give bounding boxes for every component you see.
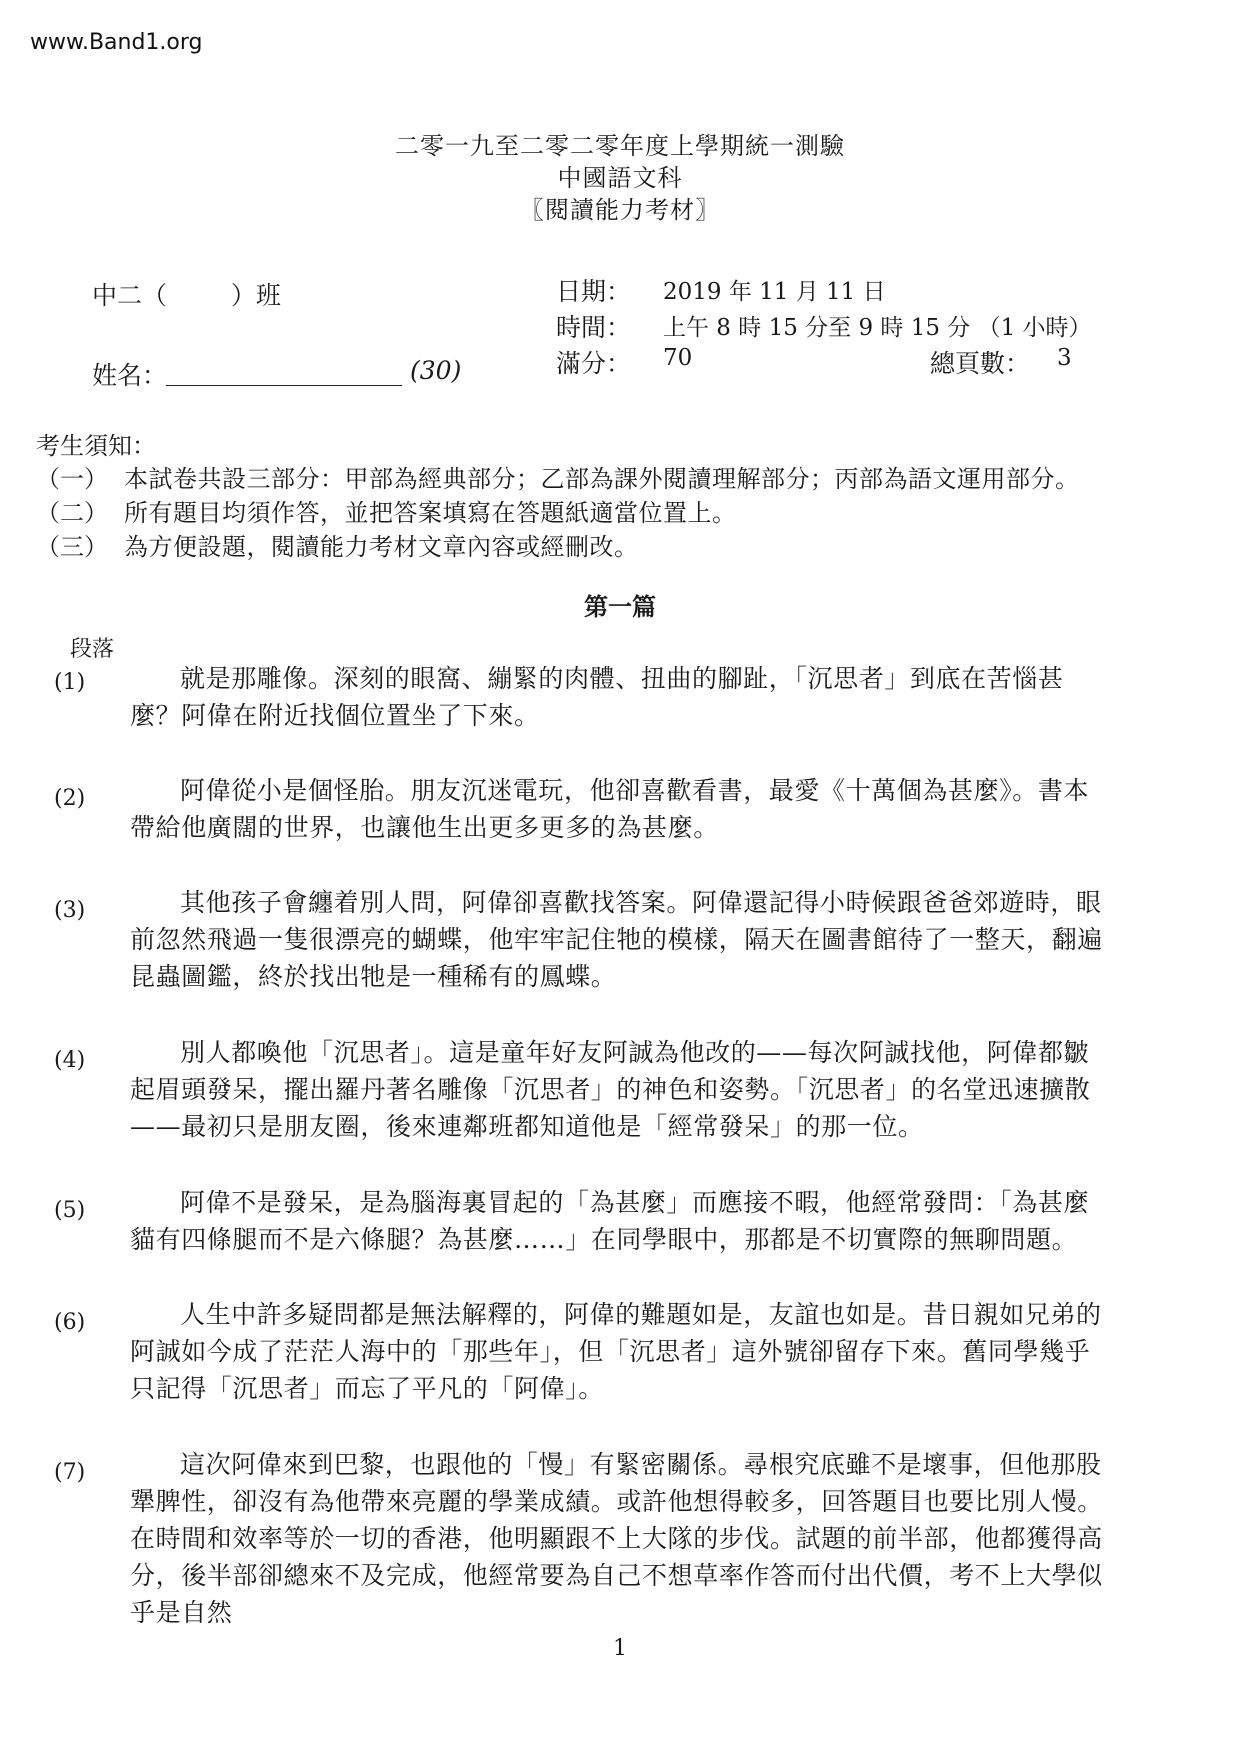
paragraph-number: (3): [54, 898, 86, 923]
notice-item-text: 本試卷共設三部分：甲部為經典部分；乙部為課外閱讀理解部分；丙部為語文運用部分。: [124, 465, 1080, 493]
site-watermark: www.Band1.org: [30, 30, 203, 55]
pages-value: 3: [1057, 345, 1072, 371]
class-suffix: ）班: [230, 281, 281, 310]
notice-item-num: （二）: [36, 499, 108, 527]
paragraph-text: 別人都喚他「沉思者」。這是童年好友阿誠為他改的——每次阿誠找他，阿偉都皺起眉頭發呆，擺出羅丹著名雕像「沉思者」的神色和姿勢。「沉思者」的名堂迅速擴散——最初只是朋友圈，後來連鄰班都知道他是「經常發呆」的那一位。: [130, 1038, 1091, 1141]
notice-item-num: （三）: [36, 533, 108, 561]
class-field: [92, 276, 281, 312]
full-marks-label: 滿分：: [556, 349, 632, 378]
paragraph-number: (6): [54, 1310, 86, 1335]
paragraph-number: (4): [54, 1048, 86, 1073]
paragraph-column-label: 段落: [70, 637, 115, 662]
paragraph-text: 阿偉不是發呆，是為腦海裏冒起的「為甚麼」而應接不暇，他經常發問：「為甚麼貓有四條腿而不是六條腿？為甚麼……」在同學眼中，那都是不切實際的無聊問題。: [130, 1188, 1090, 1254]
paragraph-number: (7): [54, 1460, 86, 1485]
notice-heading: 考生須知：: [36, 432, 156, 460]
subject-title: 中國語文科: [557, 164, 683, 192]
class-prefix: 中二（: [92, 281, 168, 310]
exam-title: 二零一九至二零二零年度上學期統一測驗: [395, 132, 845, 160]
paragraph-number: (2): [54, 786, 86, 811]
full-marks-value: 70: [663, 345, 693, 371]
notice-item-text: 所有題目均須作答，並把答案填寫在答題紙適當位置上。: [124, 499, 737, 527]
time-label: 時間：: [556, 313, 632, 342]
paragraph-text: 阿偉從小是個怪胎。朋友沉迷電玩，他卻喜歡看書，最愛《十萬個為甚麼》。書本帶給他廣闊的世界，也讓他生出更多更多的為甚麼。: [130, 776, 1090, 842]
paragraph-text: 其他孩子會纏着別人問，阿偉卻喜歡找答案。阿偉還記得小時候跟爸爸郊遊時，眼前忽然飛過一隻很漂亮的蝴蝶，他牢牢記住牠的模樣，隔天在圖書館待了一整天，翻遍昆蟲圖鑑，終於找出牠是一種稀有的鳳蝶。: [130, 888, 1103, 991]
section-title: 第一篇: [584, 592, 656, 621]
notice-item-num: （一）: [36, 465, 108, 493]
page-number: 1: [613, 1636, 627, 1661]
paragraph-number: (5): [54, 1198, 86, 1223]
time-value: 上午 8 時 15 分至 9 時 15 分 （1 小時）: [663, 315, 1092, 341]
date-value: 2019 年 11 月 11 日: [663, 279, 886, 305]
notice-item-text: 為方便設題，閱讀能力考材文章內容或經刪改。: [124, 533, 639, 561]
score-mark: (30): [410, 356, 462, 385]
name-blank-line: [166, 385, 402, 386]
material-title: 〖閱讀能力考材〗: [520, 196, 720, 224]
paragraph-text: 這次阿偉來到巴黎，也跟他的「慢」有緊密關係。尋根究底雖不是壞事，但他那股犟脾性，卻沒有為他帶來亮麗的學業成績。或許他想得較多，回答題目也要比別人慢。在時間和效率等於一切的香港，他明顯跟不上大隊的步伐。試題的前半部，他都獲得高分，後半部卻總來不及完成，他經常要為自己不想草率作答而付出代價，考不上大學似乎是自然: [130, 1450, 1103, 1627]
date-label: 日期：: [556, 277, 632, 306]
paragraph-number: (1): [54, 670, 86, 695]
paragraph-text: 人生中許多疑問都是無法解釋的，阿偉的難題如是，友誼也如是。昔日親如兄弟的阿誠如今成了茫茫人海中的「那些年」，但「沉思者」這外號卻留存下來。舊同學幾乎只記得「沉思者」而忘了平凡的「阿偉」。: [130, 1300, 1102, 1403]
name-label: 姓名：: [92, 361, 168, 390]
paragraph-text: 就是那雕像。深刻的眼窩、繃緊的肉體、扭曲的腳趾，「沉思者」到底在苦惱甚麼？阿偉在附近找個位置坐了下來。: [130, 664, 1064, 730]
pages-label: 總頁數：: [930, 349, 1031, 378]
